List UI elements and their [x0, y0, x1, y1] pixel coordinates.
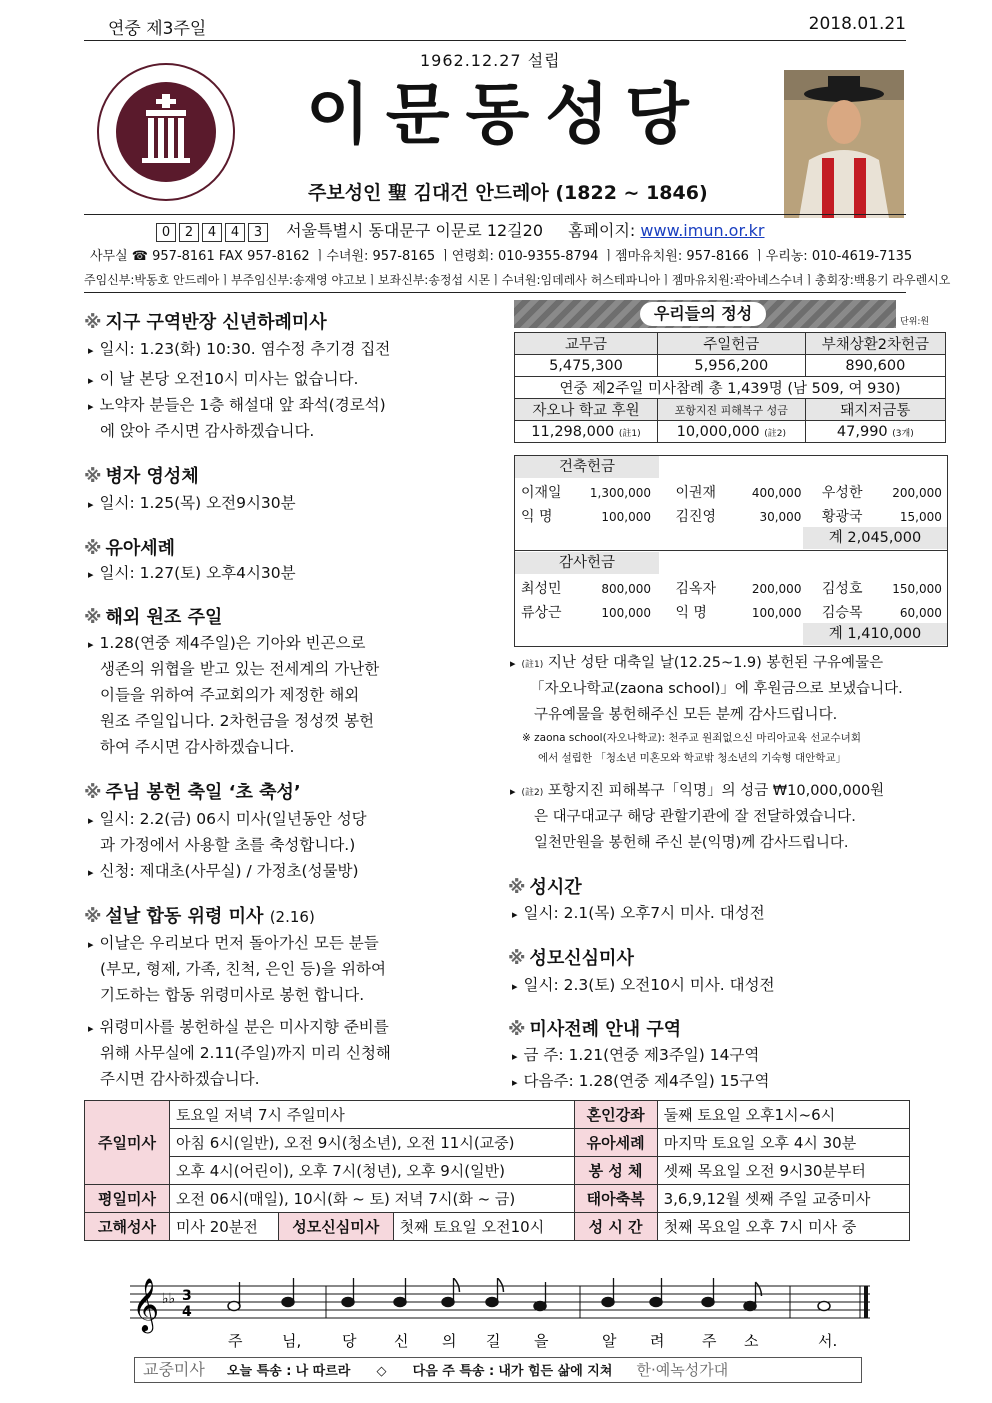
notice-line: ▸ 이 날 본당 오전10시 미사는 없습니다. [88, 370, 359, 388]
saint-portrait [784, 70, 904, 218]
lyric-syllable: 길 [486, 1332, 501, 1350]
notice-line: 과 가정에서 사용할 초를 축성합니다.) [100, 836, 356, 854]
list-item: 류상근 100,000 익 명 100,000 김승목 60,000 [521, 605, 942, 621]
notice-line: 에 앉아 주시면 감사하겠습니다. [100, 422, 315, 440]
address-line [156, 218, 765, 242]
lyric-syllable: 의 [442, 1332, 457, 1350]
notice-line: 원조 주일입니다. 2차헌금을 정성껏 봉헌 [100, 712, 375, 730]
flower-icon: ※ [84, 538, 102, 559]
section-title: ※ 유아세례 [84, 538, 176, 559]
thanks-label: 감사헌금 [515, 552, 659, 574]
section-title: ※ 성모신심미사 [508, 948, 634, 969]
bullet-icon: ▸ [510, 785, 516, 798]
lyric-syllable: 님, [282, 1332, 302, 1350]
offering-table [514, 332, 946, 443]
divider [515, 550, 947, 551]
flower-icon: ※ [84, 312, 102, 333]
flower-icon: ※ [84, 607, 102, 628]
flower-icon: ※ [508, 1019, 526, 1040]
zip-code: 0 2 4 4 3 [156, 221, 271, 240]
lyric-syllable: 알 [602, 1332, 617, 1350]
footer-next-label: 다음 주 특송 : [412, 1364, 495, 1379]
section-title: ※ 주님 봉헌 축일 ‘초 축성’ [84, 782, 301, 803]
staff-rule [84, 292, 906, 293]
footer-today-label: 오늘 특송 : [226, 1364, 292, 1379]
table-row: 오후 4시(어린이), 오후 7시(청년), 오후 9시(일반) 봉 성 체 셋째 목요일 오전 9시30분부터 [85, 1157, 910, 1185]
notice-line: ▸ 신청: 제대초(사무실) / 가정초(성물방) [88, 862, 359, 880]
section-title: ※ 미사전례 안내 구역 [508, 1019, 682, 1040]
table-row: 아침 6시(일반), 오전 9시(청소년), 오전 11시(교중) 유아세례 마지막 토요일 오후 4시 30분 [85, 1129, 910, 1157]
note-line: 「자오나학교(zaona school)」에 후원금으로 보냈습니다. [530, 681, 903, 697]
thanks-total: 계 1,410,000 [803, 623, 947, 645]
footer-choir: 한·예녹성가대 [636, 1361, 729, 1379]
flower-icon: ※ [508, 948, 526, 969]
time-signature: 3 [182, 1288, 192, 1304]
flower-icon: ※ [84, 782, 102, 803]
footer-today: 나 따르라 [295, 1364, 351, 1379]
list-item: 익 명 100,000 김진영 30,000 황광국 15,000 [521, 509, 942, 525]
parish-title: 이문동성당 [306, 76, 705, 153]
table-row: 교무금 주일헌금 부채상환2차헌금 [515, 333, 946, 355]
notice-line: 이들을 위하여 주교회의가 제정한 해외 [100, 686, 360, 704]
section-title: ※ 해외 원조 주일 [84, 607, 223, 628]
notice-line: ▸ 일시: 1.27(토) 오후4시30분 [88, 564, 296, 582]
bullet-icon: ▸ [88, 374, 94, 387]
attendance: 연중 제2주일 미사참례 총 1,439명 (남 509, 여 930) [515, 377, 946, 399]
bullet-icon: ▸ [88, 568, 94, 581]
bullet-icon: ▸ [88, 1022, 94, 1035]
phone-numbers: 사무실 ☎ 957-8161 FAX 957-8162 ㅣ수녀원: 957-8165 ㅣ연령회: 010-9355-8794 ㅣ젬마유치원: 957-8166 ㅣ우리농: 010-4619-7135 [90, 249, 913, 264]
table-row: 자오나 학교 후원 포항지진 피해복구 성금 돼지저금통 [515, 399, 946, 421]
music-note [534, 1302, 546, 1311]
bullet-icon: ▸ [88, 400, 94, 413]
issue-date: 2018.01.21 [808, 14, 906, 34]
patron-saint: 주보성인 聖 김대건 안드레아 (1822 ~ 1846) [308, 182, 708, 204]
homepage-link[interactable]: www.imun.or.kr [640, 221, 765, 240]
note-flag [498, 1278, 504, 1292]
footer-mass: 교중미사 [143, 1360, 205, 1379]
flower-icon: ※ [84, 466, 102, 487]
bullet-icon: ▸ [88, 866, 94, 879]
notice-line: 위해 사무실에 2.11(주일)까지 미리 신청해 [100, 1044, 391, 1062]
bullet-icon: ▸ [88, 344, 94, 357]
notice-line: ▸ 일시: 2.1(목) 오후7시 미사. 대성전 [512, 904, 765, 922]
note-flag [454, 1278, 460, 1292]
footer-next: 내가 힘든 삶에 지쳐 [498, 1364, 613, 1379]
lyric-syllable: 려 [650, 1332, 665, 1350]
note-small: ※ zaona school(자오나학교): 천주교 원죄없으신 마리아교육 선교수녀회 [522, 732, 861, 744]
music-note [650, 1298, 662, 1307]
note-line: ▸ (註2) 포항지진 피해복구「익명」의 성금 ₩10,000,000원 [510, 783, 885, 799]
notice-line: ▸ 일시: 1.23(화) 10:30. 염수정 추기경 집전 [88, 340, 391, 358]
notice-line: (부모, 형제, 가족, 친척, 은인 등)을 위하여 [100, 960, 386, 978]
unit-label: 단위:원 [900, 317, 930, 327]
music-note [394, 1298, 406, 1307]
parish-logo [96, 62, 236, 202]
table-row: 고해성사 미사 20분전 성모신심미사 첫째 토요일 오전10시 성 시 간 첫째 목요일 오후 7시 미사 중 [85, 1213, 910, 1241]
music-note [818, 1302, 830, 1311]
section-title: ※ 설날 합동 위령 미사 (2.16) [84, 906, 315, 927]
bullet-icon: ▸ [88, 938, 94, 951]
flower-icon: ※ [508, 877, 526, 898]
music-note [702, 1298, 714, 1307]
notice-line: ▸ 노약자 분들은 1층 해설대 앞 좌석(경로석) [88, 396, 386, 414]
bullet-icon: ▸ [88, 498, 94, 511]
donation-box [514, 455, 948, 647]
lyric-syllable: 을 [534, 1332, 549, 1350]
section-title: ※ 병자 영성체 [84, 466, 199, 487]
build-label: 건축헌금 [515, 456, 659, 478]
notice-line: ▸ 1.28(연중 제4주일)은 기아와 빈곤으로 [88, 634, 366, 652]
week-label: 연중 제3주일 [108, 19, 207, 39]
table-row: 주일미사 토요일 저녁 7시 주일미사 혼인강좌 둘째 토요일 오후1시~6시 [85, 1101, 910, 1129]
note-line: 일천만원을 봉헌해 주신 분(익명)께 감사드립니다. [534, 835, 849, 851]
build-total: 계 2,045,000 [803, 527, 947, 549]
table-row: 평일미사 오전 06시(매일), 10시(화 ~ 토) 저녁 7시(화 ~ 금) 태아축복 3,6,9,12월 셋째 주일 교중미사 [85, 1185, 910, 1213]
bullet-icon: ▸ [512, 1050, 518, 1063]
list-item: 최성민 800,000 김옥자 200,000 김성호 150,000 [521, 581, 942, 597]
list-item: 이재일 1,300,000 이권재 400,000 우성한 200,000 [521, 485, 942, 501]
lyric-syllable: 소 [744, 1332, 759, 1350]
bullet-icon: ▸ [88, 638, 94, 651]
notice-line: ▸ 일시: 2.3(토) 오전10시 미사. 대성전 [512, 976, 775, 994]
homepage-label: 홈페이지: [568, 221, 636, 240]
notice-line: ▸ 이날은 우리보다 먼저 돌아가신 모든 분들 [88, 934, 379, 952]
flower-icon: ※ [84, 906, 102, 927]
music-staff [130, 1278, 870, 1358]
offering-banner-label: 우리들의 정성 [640, 302, 766, 326]
music-note [602, 1298, 614, 1307]
top-rule [84, 40, 906, 41]
footer-bar [134, 1357, 862, 1383]
logo-text [96, 206, 236, 207]
table-row: 5,475,300 5,956,200 890,600 [515, 355, 946, 377]
notice-line: 생존의 위협을 받고 있는 전세계의 가난한 [100, 660, 380, 678]
music-note [744, 1302, 756, 1311]
footer-sep: ◇ [376, 1364, 387, 1379]
notice-line: ▸ 다음주: 1.28(연중 제4주일) 15구역 [512, 1072, 770, 1090]
notice-line: 주시면 감사하겠습니다. [100, 1070, 260, 1088]
notice-line: 기도하는 합동 위령미사로 봉헌 합니다. [100, 986, 365, 1004]
music-note [442, 1298, 454, 1307]
street-address: 서울특별시 동대문구 이문로 12길20 [286, 221, 543, 240]
lyric-syllable: 주 [702, 1332, 717, 1350]
bullet-icon: ▸ [512, 980, 518, 993]
lyric-syllable: 당 [342, 1332, 357, 1350]
notice-line: ▸ 금 주: 1.21(연중 제3주일) 14구역 [512, 1046, 760, 1064]
note-line: 은 대구대교구 해당 관할기관에 잘 전달하였습니다. [534, 809, 856, 825]
flat-icon: ♭♭ [162, 1291, 176, 1307]
music-note [342, 1298, 354, 1307]
bullet-icon: ▸ [88, 814, 94, 827]
note-line: ▸ (註1) 지난 성탄 대축일 날(12.25~1.9) 봉헌된 구유예물은 [510, 655, 884, 671]
notice-line: ▸ 일시: 2.2(금) 06시 미사(일년동안 성당 [88, 810, 367, 828]
founded-date: 1962.12.27 설립 [420, 51, 561, 70]
staff-list: 주임신부:박동호 안드레아ㅣ부주임신부:송재영 야고보ㅣ보좌신부:송정섭 시몬ㅣ수녀원:임데레사 허스테파니아ㅣ젬마유치원:곽아녜스수녀ㅣ총회장:백용기 라우렌시오 [84, 273, 951, 287]
treble-clef-icon: 𝄞 [132, 1278, 160, 1331]
bullet-icon: ▸ [512, 1076, 518, 1089]
section-title: ※ 지구 구역반장 신년하례미사 [84, 312, 327, 333]
notice-line: ▸ 위령미사를 봉헌하실 분은 미사지향 준비를 [88, 1018, 389, 1036]
section-title: ※ 성시간 [508, 877, 582, 898]
music-note [282, 1298, 294, 1307]
note-small: 에서 설립한 「청소년 미혼모와 학교밖 청소년의 기숙형 대안학교」 [538, 752, 847, 764]
bullet-icon: ▸ [512, 908, 518, 921]
address-rule [84, 214, 906, 215]
notice-line: 하여 주시면 감사하겠습니다. [100, 738, 295, 756]
table-row [515, 377, 946, 399]
note-line: 구유예물을 봉헌해주신 모든 분께 감사드립니다. [534, 707, 838, 723]
bullet-icon: ▸ [510, 657, 516, 670]
mass-schedule-table [84, 1100, 910, 1241]
lyric-syllable: 신 [394, 1332, 409, 1350]
top-line [84, 14, 906, 39]
lyric-syllable: 주 [228, 1332, 243, 1350]
time-signature: 4 [182, 1304, 192, 1320]
table-row: 11,298,000 (註1) 10,000,000 (註2) 47,990 (3개) [515, 421, 946, 443]
music-note [486, 1298, 498, 1307]
music-note [228, 1302, 240, 1311]
notice-line: ▸ 일시: 1.25(목) 오전9시30분 [88, 494, 296, 512]
lyric-syllable: 서. [818, 1332, 838, 1350]
